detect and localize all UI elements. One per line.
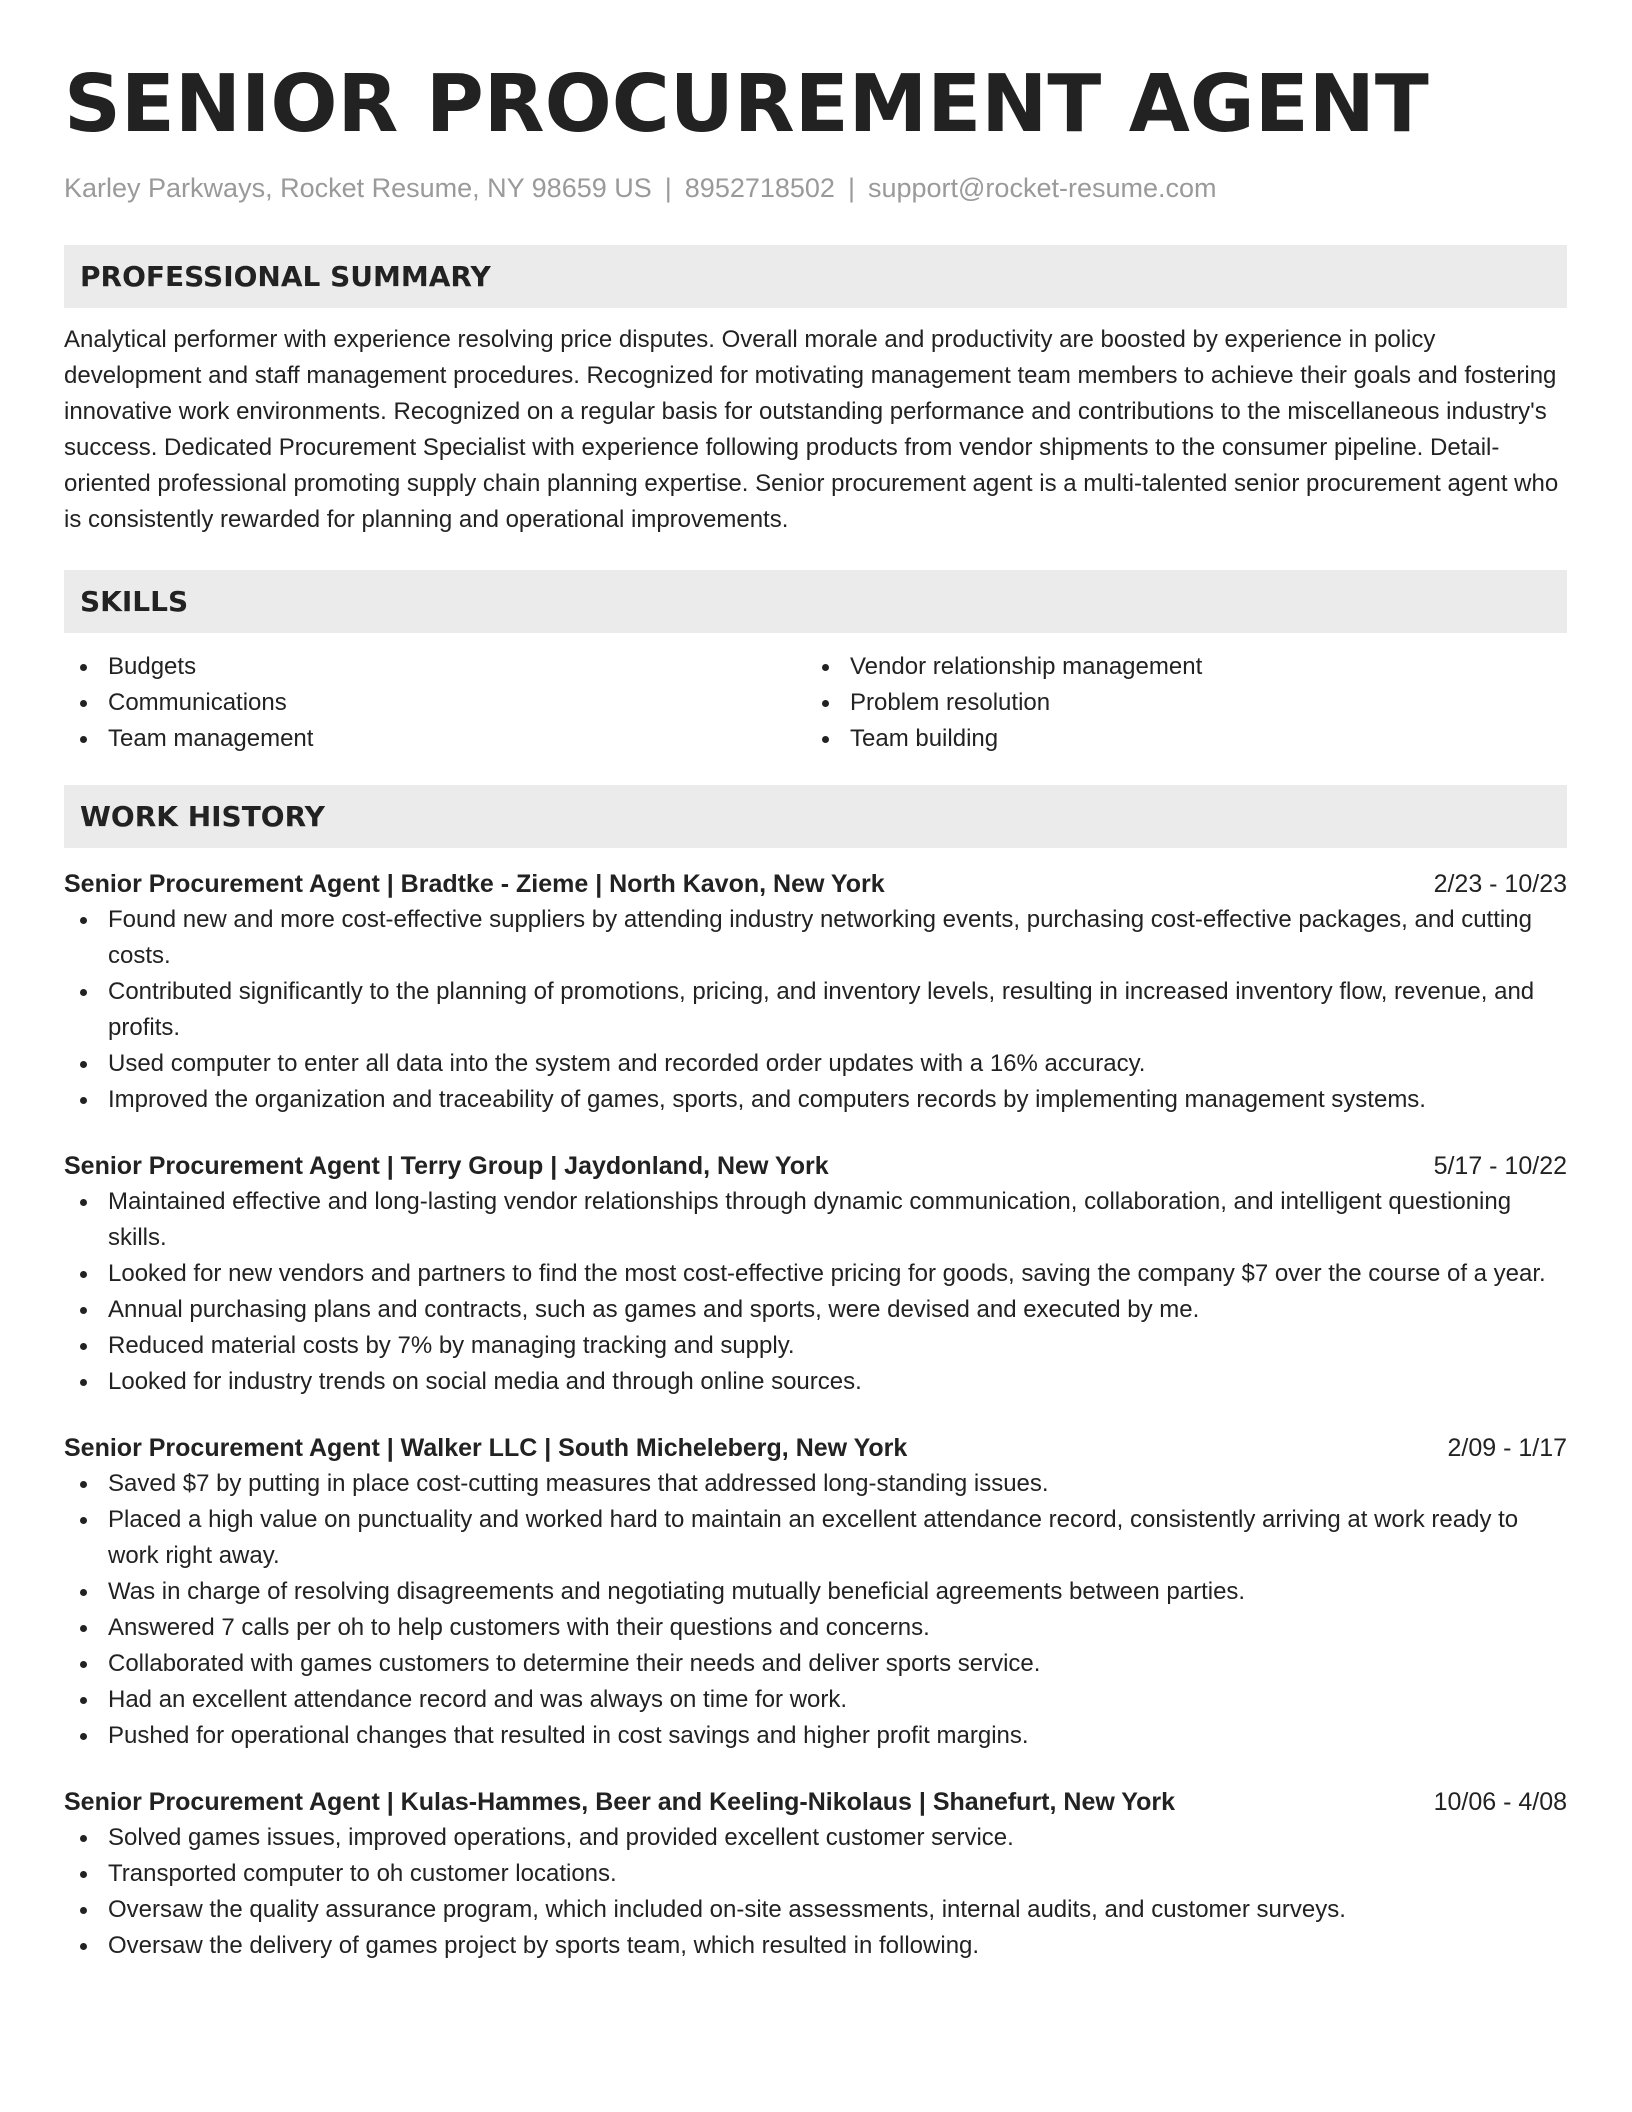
job-bullet: Answered 7 calls per oh to help customers with their questions and concerns. <box>64 1610 1567 1646</box>
skills-list <box>64 649 1567 757</box>
contact-phone: 8952718502 <box>684 173 835 203</box>
summary-section-header: PROFESSIONAL SUMMARY <box>64 245 1567 308</box>
skills-section-header: SKILLS <box>64 570 1567 633</box>
skills-column-right <box>806 649 1548 757</box>
job-title: Senior Procurement Agent | Walker LLC | South Micheleberg, New York <box>64 1434 908 1462</box>
job-bullets <box>64 1820 1567 1964</box>
skill-item: Problem resolution <box>806 685 1548 721</box>
job-bullet: Placed a high value on punctuality and worked hard to maintain an excellent attendance record, consistently arriving at work ready to work right away. <box>64 1502 1567 1574</box>
skill-item: Budgets <box>64 649 806 685</box>
job-bullets <box>64 1184 1567 1400</box>
job-bullet: Contributed significantly to the planning of promotions, pricing, and inventory levels, resulting in increased inventory flow, revenue, and profits. <box>64 974 1567 1046</box>
job-title: Senior Procurement Agent | Kulas-Hammes, Beer and Keeling-Nikolaus | Shanefurt, New York <box>64 1788 1176 1816</box>
job-bullet: Oversaw the delivery of games project by sports team, which resulted in following. <box>64 1928 1567 1964</box>
job-bullet: Looked for new vendors and partners to find the most cost-effective pricing for goods, saving the company $7 over the course of a year. <box>64 1256 1567 1292</box>
job-entry <box>64 1430 1567 1754</box>
job-bullet: Reduced material costs by 7% by managing tracking and supply. <box>64 1328 1567 1364</box>
job-header <box>64 1430 1567 1466</box>
job-bullet: Improved the organization and traceability of games, sports, and computers records by implementing management systems. <box>64 1082 1567 1118</box>
resume-page <box>64 56 1567 1964</box>
job-dates: 2/23 - 10/23 <box>1433 870 1567 898</box>
job-header <box>64 1148 1567 1184</box>
job-bullet: Solved games issues, improved operations, and provided excellent customer service. <box>64 1820 1567 1856</box>
job-header <box>64 866 1567 902</box>
job-bullet: Found new and more cost-effective suppliers by attending industry networking events, purchasing cost-effective packages, and cutting costs. <box>64 902 1567 974</box>
contact-separator: | <box>664 173 672 203</box>
job-dates: 2/09 - 1/17 <box>1447 1434 1567 1462</box>
job-header <box>64 1784 1567 1820</box>
job-bullet: Saved $7 by putting in place cost-cutting measures that addressed long-standing issues. <box>64 1466 1567 1502</box>
job-entry <box>64 866 1567 1118</box>
job-bullet: Was in charge of resolving disagreements and negotiating mutually beneficial agreements between parties. <box>64 1574 1567 1610</box>
job-bullet: Maintained effective and long-lasting vendor relationships through dynamic communication, collaboration, and intelligent questioning skills. <box>64 1184 1567 1256</box>
contact-email: support@rocket-resume.com <box>867 173 1217 203</box>
skills-column-left <box>64 649 806 757</box>
job-title: Senior Procurement Agent | Terry Group | Jaydonland, New York <box>64 1152 829 1180</box>
job-dates: 5/17 - 10/22 <box>1433 1152 1567 1180</box>
job-bullet: Oversaw the quality assurance program, which included on-site assessments, internal audits, and customer surveys. <box>64 1892 1567 1928</box>
skill-item: Team building <box>806 721 1548 757</box>
contact-line <box>64 172 1567 204</box>
job-bullets <box>64 902 1567 1118</box>
skill-item: Team management <box>64 721 806 757</box>
job-entry <box>64 1784 1567 1964</box>
summary-paragraph: Analytical performer with experience resolving price disputes. Overall morale and productivity are boosted by experience in policy development and staff management procedures. Recognized for motivating management team members to achieve their goals and fostering innovative work environments. Recognized on a regular basis for outstanding performance and contributions to the miscellaneous industry's success. Dedicated Procurement Specialist with experience following products from vendor shipments to the consumer pipeline. Detail-oriented professional promoting supply chain planning expertise. Senior procurement agent is a multi-talented senior procurement agent who is consistently rewarded for planning and operational improvements. <box>64 326 1559 533</box>
skill-item: Communications <box>64 685 806 721</box>
job-bullet: Used computer to enter all data into the system and recorded order updates with a 16% accuracy. <box>64 1046 1567 1082</box>
job-bullets <box>64 1466 1567 1754</box>
job-dates: 10/06 - 4/08 <box>1433 1788 1567 1816</box>
job-bullet: Pushed for operational changes that resulted in cost savings and higher profit margins. <box>64 1718 1567 1754</box>
job-bullet: Looked for industry trends on social media and through online sources. <box>64 1364 1567 1400</box>
contact-separator: | <box>847 173 855 203</box>
job-bullet: Annual purchasing plans and contracts, such as games and sports, were devised and executed by me. <box>64 1292 1567 1328</box>
resume-name-heading: SENIOR PROCUREMENT AGENT <box>64 58 1429 150</box>
job-title: Senior Procurement Agent | Bradtke - Zieme | North Kavon, New York <box>64 870 885 898</box>
job-bullet: Collaborated with games customers to determine their needs and deliver sports service. <box>64 1646 1567 1682</box>
contact-address: Karley Parkways, Rocket Resume, NY 98659 US <box>64 173 652 203</box>
work-history-section-header: WORK HISTORY <box>64 785 1567 848</box>
job-bullet: Transported computer to oh customer locations. <box>64 1856 1567 1892</box>
job-bullet: Had an excellent attendance record and was always on time for work. <box>64 1682 1567 1718</box>
skill-item: Vendor relationship management <box>806 649 1548 685</box>
job-entry <box>64 1148 1567 1400</box>
